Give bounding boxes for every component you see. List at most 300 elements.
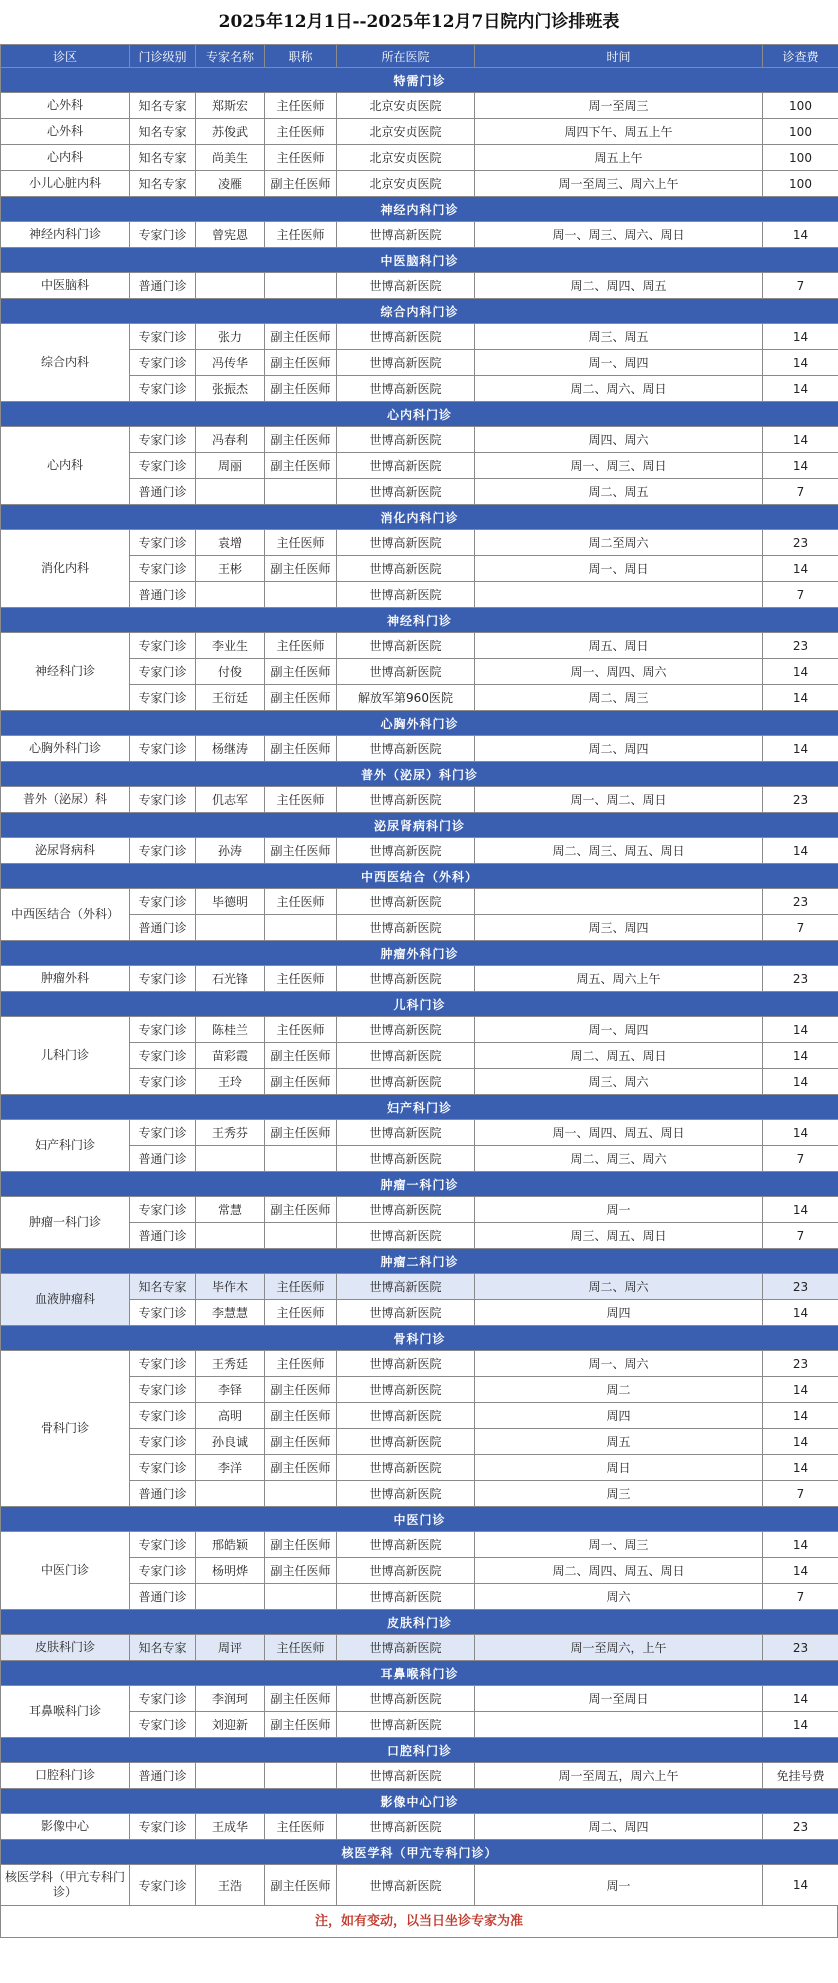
time-cell: 周四	[475, 1300, 763, 1326]
title-cell: 副主任医师	[265, 1403, 337, 1429]
title-cell: 主任医师	[265, 222, 337, 248]
fee-cell: 14	[763, 1712, 838, 1738]
doctor-cell	[196, 1146, 265, 1172]
fee-cell: 7	[763, 273, 838, 299]
schedule-body	[1, 68, 838, 1906]
hospital-cell: 世博高新医院	[337, 222, 475, 248]
table-row	[1, 838, 838, 864]
title-cell: 副主任医师	[265, 324, 337, 350]
time-cell: 周二、周三	[475, 685, 763, 711]
level-cell: 普通门诊	[130, 273, 196, 299]
time-cell: 周一、周三、周日	[475, 453, 763, 479]
hospital-cell: 北京安贞医院	[337, 119, 475, 145]
hospital-cell: 世博高新医院	[337, 1558, 475, 1584]
hospital-cell: 世博高新医院	[337, 1686, 475, 1712]
hospital-cell: 世博高新医院	[337, 1120, 475, 1146]
doctor-cell: 冯传华	[196, 350, 265, 376]
hospital-cell: 世博高新医院	[337, 427, 475, 453]
title-cell: 副主任医师	[265, 1455, 337, 1481]
section-title: 肿瘤外科门诊	[1, 941, 838, 966]
section-title: 中医门诊	[1, 1507, 838, 1532]
fee-cell: 14	[763, 1017, 838, 1043]
level-cell: 专家门诊	[130, 1300, 196, 1326]
hospital-cell: 世博高新医院	[337, 838, 475, 864]
time-cell: 周一、周日	[475, 556, 763, 582]
time-cell: 周四、周六	[475, 427, 763, 453]
title-cell: 副主任医师	[265, 838, 337, 864]
fee-cell: 14	[763, 324, 838, 350]
level-cell: 专家门诊	[130, 966, 196, 992]
doctor-cell	[196, 1584, 265, 1610]
time-cell: 周五	[475, 1429, 763, 1455]
time-cell: 周二、周五、周日	[475, 1043, 763, 1069]
level-cell: 专家门诊	[130, 1532, 196, 1558]
table-row	[1, 145, 838, 171]
dept-cell: 心外科	[1, 93, 130, 119]
title-cell: 主任医师	[265, 1274, 337, 1300]
title-cell: 主任医师	[265, 530, 337, 556]
section-row	[1, 299, 838, 324]
fee-cell: 14	[763, 1043, 838, 1069]
header-cell-fee: 诊查费	[763, 45, 838, 68]
fee-cell: 14	[763, 376, 838, 402]
section-title: 消化内科门诊	[1, 505, 838, 530]
doctor-cell: 孙良诚	[196, 1429, 265, 1455]
section-title: 皮肤科门诊	[1, 1610, 838, 1635]
time-cell: 周四下午、周五上午	[475, 119, 763, 145]
fee-cell: 14	[763, 1865, 838, 1906]
level-cell: 专家门诊	[130, 1558, 196, 1584]
dept-cell: 普外（泌尿）科	[1, 787, 130, 813]
section-title: 心内科门诊	[1, 402, 838, 427]
doctor-cell: 李业生	[196, 633, 265, 659]
title-cell: 副主任医师	[265, 1712, 337, 1738]
title-cell: 副主任医师	[265, 1532, 337, 1558]
dept-cell: 神经科门诊	[1, 633, 130, 711]
doctor-cell: 王彬	[196, 556, 265, 582]
fee-cell: 14	[763, 659, 838, 685]
hospital-cell: 世博高新医院	[337, 1865, 475, 1906]
level-cell: 专家门诊	[130, 889, 196, 915]
hospital-cell: 世博高新医院	[337, 736, 475, 762]
time-cell: 周一至周六，上午	[475, 1635, 763, 1661]
time-cell: 周二、周四	[475, 736, 763, 762]
table-row	[1, 1814, 838, 1840]
hospital-cell: 解放军第960医院	[337, 685, 475, 711]
level-cell: 普通门诊	[130, 1481, 196, 1507]
fee-cell: 免挂号费	[763, 1763, 838, 1789]
dept-cell: 口腔科门诊	[1, 1763, 130, 1789]
hospital-cell: 世博高新医院	[337, 1814, 475, 1840]
fee-cell: 7	[763, 1481, 838, 1507]
level-cell: 专家门诊	[130, 1377, 196, 1403]
section-title: 神经内科门诊	[1, 197, 838, 222]
section-row	[1, 1095, 838, 1120]
header-row	[1, 45, 838, 68]
dept-cell: 心外科	[1, 119, 130, 145]
hospital-cell: 世博高新医院	[337, 1403, 475, 1429]
section-row	[1, 1172, 838, 1197]
table-row	[1, 1865, 838, 1906]
header-cell-title: 职称	[265, 45, 337, 68]
title-cell: 副主任医师	[265, 1429, 337, 1455]
title-cell: 副主任医师	[265, 556, 337, 582]
level-cell: 知名专家	[130, 119, 196, 145]
level-cell: 专家门诊	[130, 838, 196, 864]
title-cell: 副主任医师	[265, 1558, 337, 1584]
fee-cell: 14	[763, 427, 838, 453]
hospital-cell: 世博高新医院	[337, 915, 475, 941]
time-cell: 周一、周二、周日	[475, 787, 763, 813]
title-cell: 主任医师	[265, 119, 337, 145]
title-cell: 主任医师	[265, 1351, 337, 1377]
title-cell: 副主任医师	[265, 1069, 337, 1095]
table-row	[1, 1686, 838, 1712]
level-cell: 知名专家	[130, 171, 196, 197]
section-title: 神经科门诊	[1, 608, 838, 633]
section-title: 中医脑科门诊	[1, 248, 838, 273]
title-cell: 主任医师	[265, 1017, 337, 1043]
section-row	[1, 1610, 838, 1635]
section-title: 特需门诊	[1, 68, 838, 93]
time-cell: 周五、周日	[475, 633, 763, 659]
title-cell: 主任医师	[265, 889, 337, 915]
dept-cell: 心胸外科门诊	[1, 736, 130, 762]
hospital-cell: 世博高新医院	[337, 889, 475, 915]
doctor-cell: 张振杰	[196, 376, 265, 402]
level-cell: 专家门诊	[130, 659, 196, 685]
level-cell: 普通门诊	[130, 1763, 196, 1789]
level-cell: 专家门诊	[130, 1069, 196, 1095]
fee-cell: 14	[763, 685, 838, 711]
table-row	[1, 171, 838, 197]
fee-cell: 23	[763, 530, 838, 556]
dept-cell: 神经内科门诊	[1, 222, 130, 248]
section-row	[1, 1507, 838, 1532]
level-cell: 知名专家	[130, 1274, 196, 1300]
fee-cell: 14	[763, 1300, 838, 1326]
table-row	[1, 1017, 838, 1043]
table-row	[1, 1532, 838, 1558]
dept-cell: 中西医结合（外科）	[1, 889, 130, 941]
level-cell: 专家门诊	[130, 376, 196, 402]
title-cell	[265, 273, 337, 299]
doctor-cell: 李铎	[196, 1377, 265, 1403]
header-cell-doctor: 专家名称	[196, 45, 265, 68]
section-row	[1, 762, 838, 787]
time-cell: 周二、周六、周日	[475, 376, 763, 402]
doctor-cell: 张力	[196, 324, 265, 350]
fee-cell: 7	[763, 479, 838, 505]
title-cell: 主任医师	[265, 145, 337, 171]
title-cell: 主任医师	[265, 1300, 337, 1326]
title-cell: 副主任医师	[265, 1197, 337, 1223]
time-cell: 周一	[475, 1197, 763, 1223]
doctor-cell: 周丽	[196, 453, 265, 479]
title-cell	[265, 1481, 337, 1507]
fee-cell: 7	[763, 1146, 838, 1172]
hospital-cell: 世博高新医院	[337, 1274, 475, 1300]
time-cell: 周一、周四、周六	[475, 659, 763, 685]
doctor-cell: 袁增	[196, 530, 265, 556]
title-cell: 副主任医师	[265, 171, 337, 197]
title-cell	[265, 1584, 337, 1610]
hospital-cell: 世博高新医院	[337, 966, 475, 992]
table-row	[1, 1120, 838, 1146]
section-title: 心胸外科门诊	[1, 711, 838, 736]
level-cell: 专家门诊	[130, 1429, 196, 1455]
dept-cell: 核医学科（甲亢专科门诊）	[1, 1865, 130, 1906]
dept-cell: 影像中心	[1, 1814, 130, 1840]
title-cell	[265, 479, 337, 505]
title-cell: 副主任医师	[265, 376, 337, 402]
level-cell: 专家门诊	[130, 427, 196, 453]
section-row	[1, 248, 838, 273]
doctor-cell: 李洋	[196, 1455, 265, 1481]
fee-cell: 7	[763, 582, 838, 608]
level-cell: 专家门诊	[130, 324, 196, 350]
section-row	[1, 1326, 838, 1351]
fee-cell: 14	[763, 1377, 838, 1403]
doctor-cell: 李慧慧	[196, 1300, 265, 1326]
hospital-cell: 世博高新医院	[337, 1351, 475, 1377]
dept-cell: 泌尿肾病科	[1, 838, 130, 864]
doctor-cell: 郑斯宏	[196, 93, 265, 119]
time-cell: 周一、周三	[475, 1532, 763, 1558]
time-cell: 周一、周四	[475, 1017, 763, 1043]
dept-cell: 耳鼻喉科门诊	[1, 1686, 130, 1738]
time-cell: 周二、周四、周五、周日	[475, 1558, 763, 1584]
time-cell: 周四	[475, 1403, 763, 1429]
level-cell: 专家门诊	[130, 1197, 196, 1223]
dept-cell: 中医脑科	[1, 273, 130, 299]
level-cell: 专家门诊	[130, 736, 196, 762]
section-row	[1, 992, 838, 1017]
fee-cell: 23	[763, 1351, 838, 1377]
dept-cell: 血液肿瘤科	[1, 1274, 130, 1326]
doctor-cell: 尚美生	[196, 145, 265, 171]
title-cell: 副主任医师	[265, 1120, 337, 1146]
hospital-cell: 世博高新医院	[337, 1481, 475, 1507]
dept-cell: 中医门诊	[1, 1532, 130, 1610]
title-cell: 副主任医师	[265, 685, 337, 711]
title-cell: 副主任医师	[265, 453, 337, 479]
table-row	[1, 93, 838, 119]
level-cell: 专家门诊	[130, 1017, 196, 1043]
table-row	[1, 1197, 838, 1223]
section-title: 综合内科门诊	[1, 299, 838, 324]
section-row	[1, 813, 838, 838]
hospital-cell: 世博高新医院	[337, 530, 475, 556]
doctor-cell: 高明	[196, 1403, 265, 1429]
hospital-cell: 北京安贞医院	[337, 93, 475, 119]
table-row	[1, 222, 838, 248]
fee-cell: 14	[763, 222, 838, 248]
fee-cell: 14	[763, 1455, 838, 1481]
section-title: 普外（泌尿）科门诊	[1, 762, 838, 787]
hospital-cell: 世博高新医院	[337, 1146, 475, 1172]
fee-cell: 100	[763, 119, 838, 145]
time-cell	[475, 1712, 763, 1738]
fee-cell: 23	[763, 633, 838, 659]
level-cell: 专家门诊	[130, 1712, 196, 1738]
fee-cell: 14	[763, 350, 838, 376]
title-cell: 副主任医师	[265, 1865, 337, 1906]
level-cell: 普通门诊	[130, 1584, 196, 1610]
hospital-cell: 世博高新医院	[337, 350, 475, 376]
level-cell: 专家门诊	[130, 530, 196, 556]
fee-cell: 23	[763, 966, 838, 992]
hospital-cell: 世博高新医院	[337, 1043, 475, 1069]
hospital-cell: 世博高新医院	[337, 1712, 475, 1738]
doctor-cell: 曾宪恩	[196, 222, 265, 248]
fee-cell: 100	[763, 93, 838, 119]
table-row	[1, 324, 838, 350]
time-cell: 周三、周五	[475, 324, 763, 350]
doctor-cell	[196, 1481, 265, 1507]
time-cell: 周一、周四	[475, 350, 763, 376]
level-cell: 专家门诊	[130, 1043, 196, 1069]
hospital-cell: 世博高新医院	[337, 1223, 475, 1249]
level-cell: 普通门诊	[130, 915, 196, 941]
dept-cell: 消化内科	[1, 530, 130, 608]
hospital-cell: 世博高新医院	[337, 324, 475, 350]
fee-cell: 14	[763, 1532, 838, 1558]
section-row	[1, 505, 838, 530]
section-title: 肿瘤一科门诊	[1, 1172, 838, 1197]
section-title: 肿瘤二科门诊	[1, 1249, 838, 1274]
time-cell: 周三、周五、周日	[475, 1223, 763, 1249]
fee-cell: 14	[763, 1197, 838, 1223]
time-cell: 周一	[475, 1865, 763, 1906]
fee-cell: 14	[763, 1429, 838, 1455]
section-row	[1, 402, 838, 427]
time-cell: 周二、周四	[475, 1814, 763, 1840]
title-cell: 主任医师	[265, 966, 337, 992]
title-cell	[265, 1763, 337, 1789]
level-cell: 专家门诊	[130, 1403, 196, 1429]
doctor-cell	[196, 582, 265, 608]
title-cell: 主任医师	[265, 633, 337, 659]
time-cell	[475, 889, 763, 915]
hospital-cell: 世博高新医院	[337, 479, 475, 505]
hospital-cell: 世博高新医院	[337, 1763, 475, 1789]
doctor-cell: 付俊	[196, 659, 265, 685]
section-title: 妇产科门诊	[1, 1095, 838, 1120]
time-cell: 周一至周五，周六上午	[475, 1763, 763, 1789]
table-row	[1, 1351, 838, 1377]
time-cell: 周二、周四、周五	[475, 273, 763, 299]
section-title: 骨科门诊	[1, 1326, 838, 1351]
doctor-cell: 毕德明	[196, 889, 265, 915]
doctor-cell: 周评	[196, 1635, 265, 1661]
section-row	[1, 1789, 838, 1814]
hospital-cell: 世博高新医院	[337, 787, 475, 813]
fee-cell: 14	[763, 556, 838, 582]
fee-cell: 14	[763, 1069, 838, 1095]
time-cell: 周日	[475, 1455, 763, 1481]
table-row	[1, 966, 838, 992]
section-row	[1, 941, 838, 966]
level-cell: 专家门诊	[130, 633, 196, 659]
section-row	[1, 197, 838, 222]
hospital-cell: 世博高新医院	[337, 1377, 475, 1403]
time-cell: 周二、周五	[475, 479, 763, 505]
time-cell: 周二	[475, 1377, 763, 1403]
time-cell: 周一、周六	[475, 1351, 763, 1377]
fee-cell: 7	[763, 1223, 838, 1249]
level-cell: 专家门诊	[130, 1814, 196, 1840]
time-cell: 周二、周三、周五、周日	[475, 838, 763, 864]
doctor-cell: 苏俊武	[196, 119, 265, 145]
level-cell: 知名专家	[130, 93, 196, 119]
doctor-cell: 凌雁	[196, 171, 265, 197]
hospital-cell: 世博高新医院	[337, 1017, 475, 1043]
level-cell: 知名专家	[130, 145, 196, 171]
fee-cell: 100	[763, 145, 838, 171]
hospital-cell: 世博高新医院	[337, 1197, 475, 1223]
table-row	[1, 736, 838, 762]
level-cell: 专家门诊	[130, 1686, 196, 1712]
doctor-cell	[196, 273, 265, 299]
section-row	[1, 68, 838, 93]
time-cell: 周一至周日	[475, 1686, 763, 1712]
doctor-cell: 石光锋	[196, 966, 265, 992]
table-row	[1, 273, 838, 299]
doctor-cell: 王玲	[196, 1069, 265, 1095]
level-cell: 普通门诊	[130, 479, 196, 505]
title-cell: 副主任医师	[265, 350, 337, 376]
level-cell: 专家门诊	[130, 685, 196, 711]
time-cell: 周二、周三、周六	[475, 1146, 763, 1172]
section-title: 影像中心门诊	[1, 1789, 838, 1814]
hospital-cell: 北京安贞医院	[337, 145, 475, 171]
table-row	[1, 530, 838, 556]
hospital-cell: 世博高新医院	[337, 582, 475, 608]
time-cell	[475, 582, 763, 608]
hospital-cell: 世博高新医院	[337, 659, 475, 685]
fee-cell: 14	[763, 1686, 838, 1712]
section-title: 核医学科（甲亢专科门诊）	[1, 1840, 838, 1865]
header-cell-level: 门诊级别	[130, 45, 196, 68]
hospital-cell: 世博高新医院	[337, 1455, 475, 1481]
time-cell: 周五上午	[475, 145, 763, 171]
fee-cell: 23	[763, 1635, 838, 1661]
title-cell: 主任医师	[265, 1814, 337, 1840]
title-cell: 副主任医师	[265, 427, 337, 453]
level-cell: 专家门诊	[130, 787, 196, 813]
footer-note: 注，如有变动，以当日坐诊专家为准	[0, 1906, 838, 1938]
table-row	[1, 427, 838, 453]
hospital-cell: 世博高新医院	[337, 453, 475, 479]
dept-cell: 肿瘤一科门诊	[1, 1197, 130, 1249]
level-cell: 专家门诊	[130, 1351, 196, 1377]
doctor-cell: 刘迎新	[196, 1712, 265, 1738]
title-cell: 主任医师	[265, 93, 337, 119]
doctor-cell	[196, 479, 265, 505]
dept-cell: 综合内科	[1, 324, 130, 402]
time-cell: 周一至周三、周六上午	[475, 171, 763, 197]
level-cell: 普通门诊	[130, 582, 196, 608]
section-row	[1, 1840, 838, 1865]
section-row	[1, 1661, 838, 1686]
doctor-cell	[196, 1223, 265, 1249]
level-cell: 专家门诊	[130, 453, 196, 479]
doctor-cell: 杨明烨	[196, 1558, 265, 1584]
hospital-cell: 世博高新医院	[337, 1429, 475, 1455]
time-cell: 周三、周四	[475, 915, 763, 941]
table-row	[1, 889, 838, 915]
